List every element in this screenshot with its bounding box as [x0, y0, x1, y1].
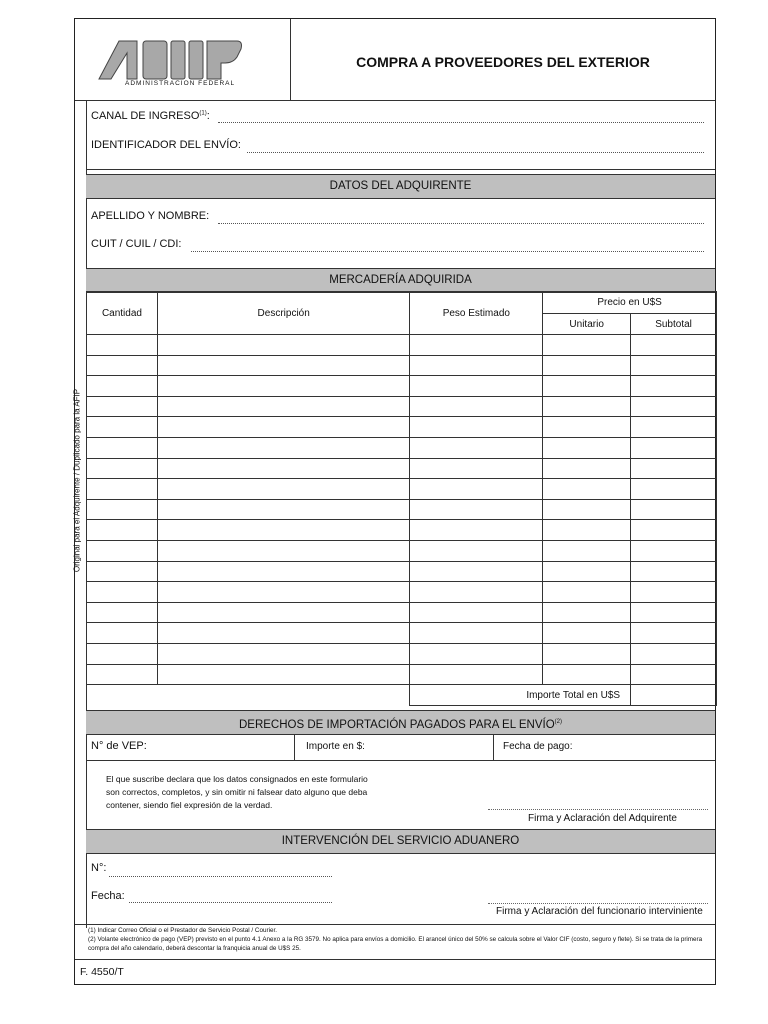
firma-funcionario-line[interactable]: [488, 903, 708, 904]
importe-label: Importe en $:: [306, 741, 365, 752]
identificador-label: IDENTIFICADOR DEL ENVÍO:: [91, 139, 241, 151]
adquirente-band: DATOS DEL ADQUIRENTE: [86, 174, 715, 199]
col-cantidad: Cantidad: [87, 292, 158, 335]
table-row[interactable]: [87, 623, 717, 644]
col-peso: Peso Estimado: [410, 292, 543, 335]
table-row[interactable]: [87, 479, 717, 500]
canal-label: CANAL DE INGRESO$^{(1)}$:: [91, 110, 210, 122]
table-row[interactable]: [87, 540, 717, 561]
table-row[interactable]: [87, 520, 717, 541]
aduana-band: INTERVENCIÓN DEL SERVICIO ADUANERO: [86, 829, 715, 854]
side-note: Original para el Adquirente / Duplicado para la AFIP: [72, 388, 82, 573]
fecha-pago-label: Fecha de pago:: [503, 741, 573, 752]
canal-input[interactable]: [218, 122, 704, 123]
apellido-input[interactable]: [218, 223, 704, 224]
table-row[interactable]: [87, 355, 717, 376]
table-row[interactable]: [87, 561, 717, 582]
goods-table: [86, 291, 717, 706]
firma-adquirente-line[interactable]: [488, 809, 708, 810]
table-row[interactable]: [87, 582, 717, 603]
table-row[interactable]: [87, 396, 717, 417]
vep-label: N° de VEP:: [91, 740, 147, 752]
numero-input[interactable]: [109, 876, 332, 877]
col-descripcion: Descripción: [157, 292, 410, 335]
table-row[interactable]: [87, 664, 717, 685]
form-frame: [74, 18, 716, 985]
table-row[interactable]: [87, 499, 717, 520]
declaracion-text: El que suscribe declara que los datos consignados en este formulario son correctos, completos, y sin omitir ni falsear dato alguno que deba contener, siendo fiel expresión de la verdad.: [106, 774, 368, 810]
cuit-label: CUIT / CUIL / CDI:: [91, 238, 182, 250]
total-value[interactable]: [631, 685, 717, 706]
apellido-label: APELLIDO Y NOMBRE:: [91, 210, 210, 222]
identificador-input[interactable]: [247, 152, 704, 153]
table-row[interactable]: [87, 643, 717, 664]
fecha-label: Fecha:: [91, 890, 125, 902]
form-code: F. 4550/T: [80, 966, 124, 978]
derechos-band: DERECHOS DE IMPORTACIÓN PAGADOS PARA EL ENVÍO$^{(2)}$: [86, 710, 715, 735]
table-row[interactable]: [87, 602, 717, 623]
logo-subtitle: ADMINISTRACION FEDERAL: [125, 80, 236, 87]
col-unitario: Unitario: [543, 314, 631, 335]
numero-label: N°:: [91, 862, 107, 874]
table-row[interactable]: [87, 376, 717, 397]
cuit-input[interactable]: [191, 251, 704, 252]
table-row[interactable]: [87, 437, 717, 458]
table-row[interactable]: [87, 458, 717, 479]
page-title: COMPRA A PROVEEDORES DEL EXTERIOR: [356, 54, 650, 70]
fecha-input[interactable]: [129, 902, 332, 903]
col-precio: Precio en U$S: [543, 292, 717, 314]
total-label: Importe Total en U$S: [410, 685, 631, 706]
table-row[interactable]: [87, 417, 717, 438]
firma-adquirente-label: Firma y Aclaración del Adquirente: [528, 813, 677, 824]
table-row[interactable]: [87, 335, 717, 356]
firma-funcionario-label: Firma y Aclaración del funcionario interviniente: [496, 906, 703, 917]
footnotes: (1) Indicar Correo Oficial o el Prestador de Servicio Postal / Courier. (2) Volante electrónico de pago (VEP) previsto en el punto 4.1 Anexo a la RG 3579. No aplica para envíos a domicilio. El arancel único del 50% se calcula sobre el Valor CIF (costo, seguro y flete). Si se trata de la primera compra del año calendario, deberá descontar la franquicia anual de U$S 25.: [88, 927, 703, 952]
logo-block: [75, 19, 291, 101]
mercaderia-band: MERCADERÍA ADQUIRIDA: [86, 268, 715, 293]
col-subtotal: Subtotal: [631, 314, 717, 335]
